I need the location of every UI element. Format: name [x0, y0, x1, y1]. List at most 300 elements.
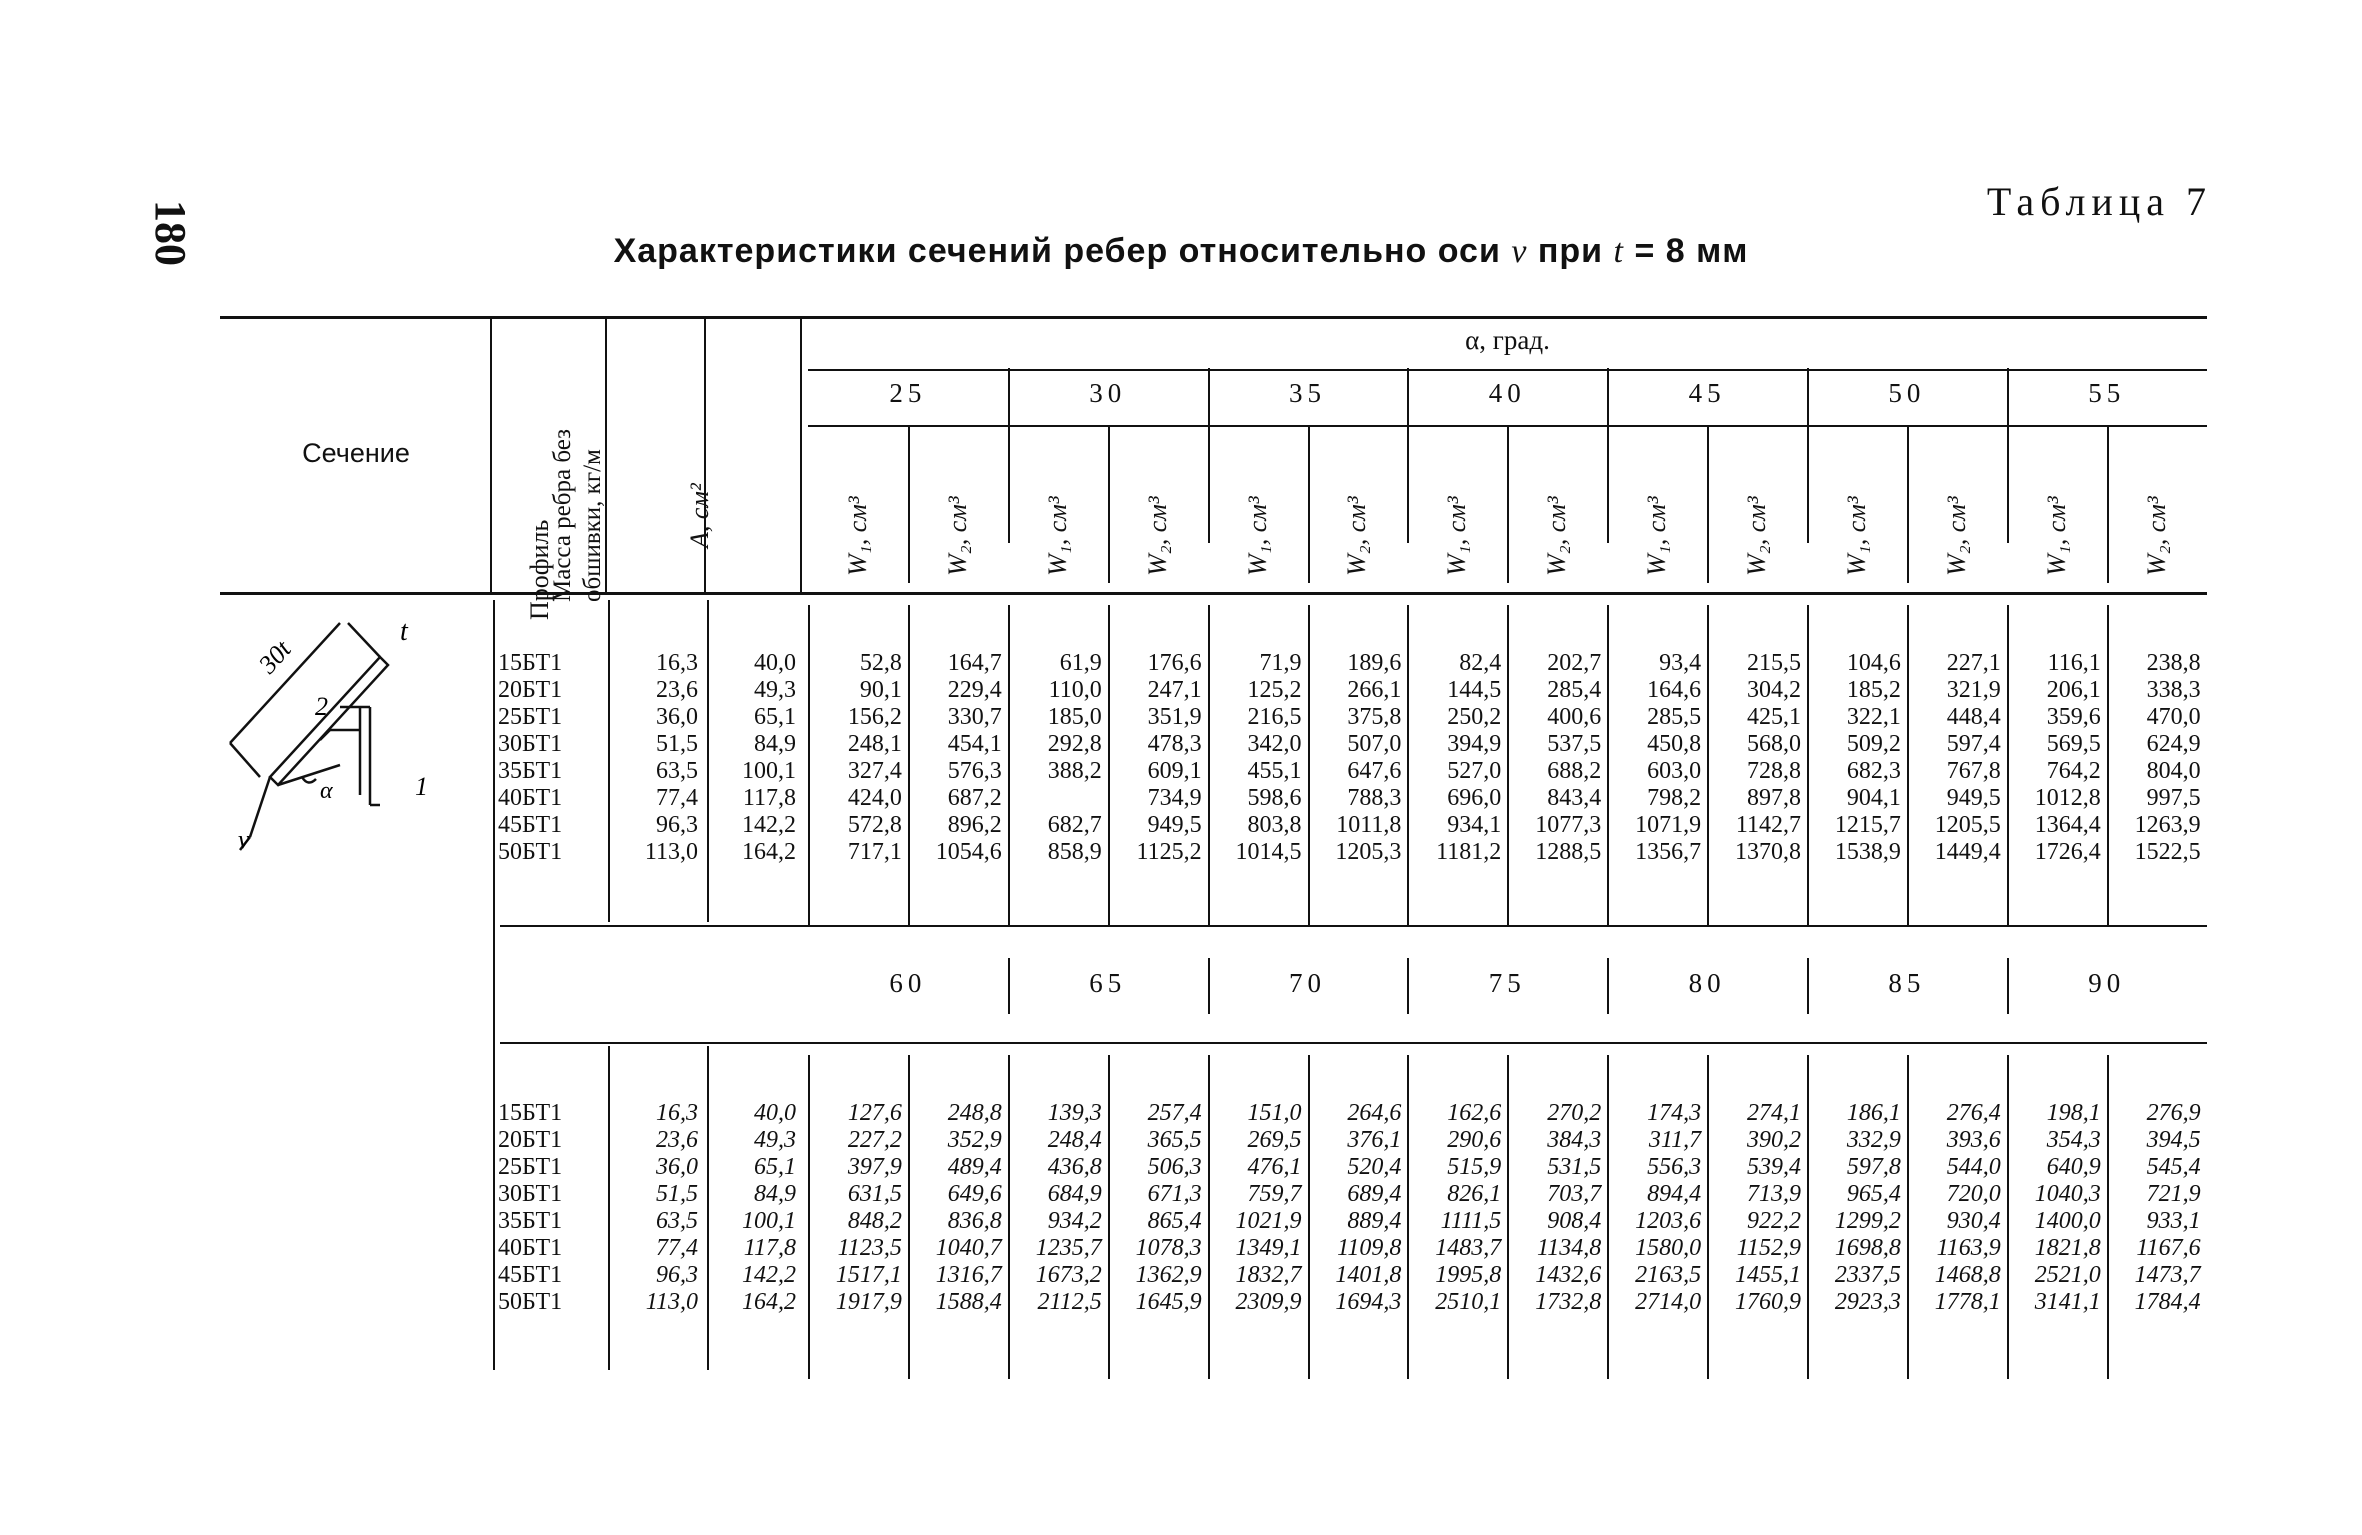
bottom-angle-divider — [2007, 958, 2009, 1014]
w1-cell: 206,1 — [2046, 677, 2101, 703]
bottom-w2-column-70 — [1308, 1100, 1402, 1316]
w2-cell: 1078,3 — [1135, 1235, 1202, 1261]
w1-cell: 2923,3 — [1834, 1289, 1901, 1315]
top-angle-divider — [2007, 368, 2009, 543]
w2-cell: 1778,1 — [1934, 1289, 2001, 1315]
mass-cell: 16,3 — [656, 1100, 698, 1126]
w1-cell: 556,3 — [1647, 1154, 1702, 1180]
w1-cell: 388,2 — [1047, 758, 1102, 784]
w1-cell: 1726,4 — [2034, 839, 2101, 865]
w2-cell: 1362,9 — [1135, 1262, 1202, 1288]
w2-cell: 688,2 — [1547, 758, 1602, 784]
w1-cell: 71,9 — [1259, 650, 1302, 676]
w2-cell: 238,8 — [2146, 650, 2201, 676]
w1-cell: 1400,0 — [2034, 1208, 2101, 1234]
w2-cell: 330,7 — [947, 704, 1002, 730]
w1-cell: 597,8 — [1846, 1154, 1901, 1180]
top-w1-column-35 — [1208, 650, 1302, 866]
top-body-sub-line — [1308, 605, 1310, 927]
profile-cell: 30БТ1 — [498, 1181, 563, 1207]
w1-cell: 717,1 — [847, 839, 902, 865]
w1-cell: 696,0 — [1447, 785, 1502, 811]
w1-cell: 2309,9 — [1235, 1289, 1302, 1315]
w1-cell: 569,5 — [2046, 731, 2101, 757]
w2-cell: 229,4 — [947, 677, 1002, 703]
header-bottom-rule — [220, 592, 2207, 595]
w1-cell: 1832,7 — [1235, 1262, 1302, 1288]
bottom-w1-column-70 — [1208, 1100, 1302, 1316]
vline-alpha — [800, 318, 802, 592]
vline-body-profile — [493, 600, 495, 1370]
w2-cell: 248,8 — [947, 1100, 1002, 1126]
caption-t-value: = 8 мм — [1634, 232, 1749, 270]
area-cell: 100,1 — [742, 1208, 796, 1234]
area-cell: 49,3 — [754, 1127, 796, 1153]
w2-cell: 721,9 — [2146, 1181, 2201, 1207]
w2-cell: 376,1 — [1347, 1127, 1402, 1153]
top-sub-divider — [2107, 426, 2109, 583]
w1-cell: 1181,2 — [1436, 839, 1502, 865]
profile-cell: 20БТ1 — [498, 677, 563, 703]
top-w2-column-40 — [1507, 650, 1601, 866]
area-cell: 142,2 — [742, 1262, 796, 1288]
mass-cell: 113,0 — [645, 1289, 698, 1315]
w1-cell: 61,9 — [1059, 650, 1102, 676]
top-sub-divider — [908, 426, 910, 583]
w2-cell: 1263,9 — [2134, 812, 2201, 838]
w2-cell: 247,1 — [1147, 677, 1202, 703]
top-body-sub-line — [1707, 605, 1709, 927]
mass-cell: 63,5 — [656, 1208, 698, 1234]
mass-cell: 16,3 — [656, 650, 698, 676]
w1-header: W₁, см³ — [1642, 496, 1672, 576]
w1-cell: 1917,9 — [835, 1289, 902, 1315]
w2-cell: 285,4 — [1547, 677, 1602, 703]
top-angle-divider — [1807, 368, 1809, 543]
w1-cell: 248,1 — [847, 731, 902, 757]
w2-cell: 922,2 — [1746, 1208, 1801, 1234]
w1-cell: 285,5 — [1647, 704, 1702, 730]
w1-cell: 2163,5 — [1635, 1262, 1702, 1288]
profile-cell: 30БТ1 — [498, 731, 563, 757]
w1-cell: 904,1 — [1846, 785, 1901, 811]
w1-cell: 894,4 — [1647, 1181, 1702, 1207]
w1-cell: 144,5 — [1447, 677, 1502, 703]
w2-cell: 257,4 — [1147, 1100, 1202, 1126]
mid-rule-1 — [500, 925, 2207, 927]
w2-cell: 489,4 — [947, 1154, 1002, 1180]
bottom-angle-80: 80 — [1688, 968, 1726, 998]
w2-cell: 276,4 — [1946, 1100, 2001, 1126]
w1-cell: 1349,1 — [1235, 1235, 1302, 1261]
w2-cell: 804,0 — [2146, 758, 2201, 784]
w2-cell: 624,9 — [2146, 731, 2201, 757]
w2-cell: 734,9 — [1147, 785, 1202, 811]
w2-cell: 865,4 — [1147, 1208, 1202, 1234]
top-angle-40: 40 — [1488, 378, 1526, 408]
w2-cell: 889,4 — [1347, 1208, 1402, 1234]
w2-cell: 649,6 — [947, 1181, 1002, 1207]
w1-cell: 125,2 — [1247, 677, 1302, 703]
area-cell: 84,9 — [754, 731, 796, 757]
w2-header: W₂, см³ — [2141, 496, 2171, 576]
top-sub-divider — [1308, 426, 1310, 583]
bottom-w1-column-65 — [1008, 1100, 1102, 1316]
mass-cell: 23,6 — [656, 677, 698, 703]
w1-cell: 848,2 — [847, 1208, 902, 1234]
w1-cell: 139,3 — [1047, 1100, 1102, 1126]
w2-cell: 507,0 — [1347, 731, 1402, 757]
w2-header: W₂, см³ — [1342, 496, 1372, 576]
bottom-angle-divider — [1607, 958, 1609, 1014]
w1-cell: 116,1 — [2047, 650, 2101, 676]
w1-cell: 798,2 — [1647, 785, 1702, 811]
w1-cell: 1538,9 — [1834, 839, 1901, 865]
w1-cell: 216,5 — [1247, 704, 1302, 730]
w1-cell: 1517,1 — [835, 1262, 902, 1288]
w1-cell: 682,3 — [1846, 758, 1901, 784]
alpha-rule — [808, 369, 2207, 371]
w2-cell: 1473,7 — [2134, 1262, 2201, 1288]
w2-cell: 647,6 — [1347, 758, 1402, 784]
rib-section-figure — [220, 605, 450, 855]
w2-cell: 266,1 — [1347, 677, 1402, 703]
w1-cell: 764,2 — [2046, 758, 2101, 784]
w2-cell: 689,4 — [1347, 1181, 1402, 1207]
bottom-angle-65: 65 — [1089, 968, 1127, 998]
w1-header: W₁, см³ — [1442, 496, 1472, 576]
w2-cell: 576,3 — [947, 758, 1002, 784]
dim-ext-2 — [348, 623, 380, 657]
bottom-w2-column-85 — [1907, 1100, 2001, 1316]
w2-cell: 597,4 — [1946, 731, 2001, 757]
w2-cell: 949,5 — [1946, 785, 2001, 811]
w2-cell: 264,6 — [1347, 1100, 1402, 1126]
w2-cell: 478,3 — [1147, 731, 1202, 757]
mid-rule-2 — [500, 1042, 2207, 1044]
bottom-body-group-line — [1208, 1055, 1210, 1379]
w1-cell: 2510,1 — [1435, 1289, 1502, 1315]
bottom-w1-column-80 — [1607, 1100, 1701, 1316]
w1-cell: 965,4 — [1846, 1181, 1901, 1207]
w1-cell: 1995,8 — [1435, 1262, 1502, 1288]
w2-cell: 896,2 — [947, 812, 1002, 838]
mass-header: Масса ребра без обшивки, кг/м — [549, 429, 606, 602]
w1-cell: 450,8 — [1647, 731, 1702, 757]
w2-cell: 949,5 — [1147, 812, 1202, 838]
caption-text: Характеристики сечений ребер относительно оси — [613, 232, 1501, 270]
bottom-body-group-line — [1607, 1055, 1609, 1379]
bottom-body-sub-line — [1507, 1055, 1509, 1379]
w2-cell: 767,8 — [1946, 758, 2001, 784]
mass-cell: 36,0 — [656, 1154, 698, 1180]
w2-cell: 568,0 — [1746, 731, 1801, 757]
w2-cell: 1109,8 — [1337, 1235, 1402, 1261]
area-header: A, см² — [685, 483, 714, 548]
w2-cell: 425,1 — [1746, 704, 1801, 730]
w2-cell: 375,8 — [1347, 704, 1402, 730]
w2-cell: 720,0 — [1946, 1181, 2001, 1207]
w1-cell: 1111,5 — [1440, 1208, 1502, 1234]
top-body-group-line — [1008, 605, 1010, 927]
w1-cell: 858,9 — [1047, 839, 1102, 865]
w2-cell: 1732,8 — [1535, 1289, 1602, 1315]
profile-cell: 50БТ1 — [498, 1289, 563, 1315]
dim-line-30t — [230, 623, 340, 743]
label-alpha: α — [320, 778, 333, 804]
w1-cell: 1364,4 — [2034, 812, 2101, 838]
w2-cell: 384,3 — [1547, 1127, 1602, 1153]
w2-cell: 897,8 — [1746, 785, 1801, 811]
w2-cell: 1142,7 — [1735, 812, 1801, 838]
w2-cell: 270,2 — [1547, 1100, 1602, 1126]
area-cell: 65,1 — [754, 1154, 796, 1180]
bottom-angle-90: 90 — [2088, 968, 2126, 998]
w1-cell: 156,2 — [847, 704, 902, 730]
w2-cell: 338,3 — [2146, 677, 2201, 703]
profile-cell: 15БТ1 — [498, 650, 563, 676]
bottom-angle-75: 75 — [1488, 968, 1526, 998]
w1-cell: 1215,7 — [1834, 812, 1901, 838]
w1-cell: 248,4 — [1047, 1127, 1102, 1153]
bottom-body-group-line — [1407, 1055, 1409, 1379]
w2-cell: 687,2 — [947, 785, 1002, 811]
bottom-angle-divider — [1807, 958, 1809, 1014]
w1-cell: 509,2 — [1846, 731, 1901, 757]
bottom-w1-column-90 — [2007, 1100, 2101, 1316]
w1-cell: 164,6 — [1647, 677, 1702, 703]
page-number: 180 — [146, 200, 195, 266]
w2-cell: 202,7 — [1547, 650, 1602, 676]
w1-cell: 162,6 — [1447, 1100, 1502, 1126]
w2-cell: 227,1 — [1946, 650, 2001, 676]
w1-cell: 110,0 — [1048, 677, 1102, 703]
mass-cell: 113,0 — [644, 839, 698, 865]
w1-cell: 2337,5 — [1834, 1262, 1901, 1288]
w2-cell: 304,2 — [1746, 677, 1801, 703]
w1-cell — [1008, 785, 1102, 812]
label-30t: 30t — [252, 634, 297, 680]
w2-cell: 189,6 — [1347, 650, 1402, 676]
top-sub-divider — [1108, 426, 1110, 583]
bottom-body-group-line — [1807, 1055, 1809, 1379]
w2-cell: 997,5 — [2146, 785, 2201, 811]
bottom-body-sub-line — [1707, 1055, 1709, 1379]
top-w2-column-25 — [908, 650, 1002, 866]
w1-cell: 82,4 — [1459, 650, 1502, 676]
bottom-body-sub-line — [2107, 1055, 2109, 1379]
w1-cell: 803,8 — [1247, 812, 1302, 838]
w2-cell: 454,1 — [947, 731, 1002, 757]
mass-cell: 63,5 — [656, 758, 698, 784]
w2-cell: 1077,3 — [1535, 812, 1602, 838]
top-w1-column-55 — [2007, 650, 2101, 866]
mass-cell: 51,5 — [656, 731, 698, 757]
top-body-sub-line — [1507, 605, 1509, 927]
mass-cell: 51,5 — [656, 1181, 698, 1207]
area-cell: 40,0 — [754, 1100, 796, 1126]
top-w2-column-50 — [1907, 650, 2001, 866]
w2-cell: 545,4 — [2146, 1154, 2201, 1180]
mass-cell: 77,4 — [656, 785, 698, 811]
bottom-angle-divider — [1008, 958, 1010, 1014]
label-2: 2 — [315, 692, 328, 721]
profile-cell: 50БТ1 — [498, 839, 563, 865]
w2-cell: 836,8 — [947, 1208, 1002, 1234]
w2-cell: 1288,5 — [1535, 839, 1602, 865]
w2-cell: 1455,1 — [1734, 1262, 1801, 1288]
top-body-group-line — [808, 605, 810, 927]
top-w1-column-40 — [1407, 650, 1501, 866]
w1-cell: 759,7 — [1247, 1181, 1302, 1207]
top-body-group-line — [1607, 605, 1609, 927]
w2-cell: 537,5 — [1547, 731, 1602, 757]
alpha-header: α, град. — [1465, 325, 1550, 355]
area-cell: 117,8 — [743, 1235, 796, 1261]
w1-cell: 90,1 — [859, 677, 902, 703]
w2-cell: 1134,8 — [1536, 1235, 1602, 1261]
w1-cell: 1021,9 — [1235, 1208, 1302, 1234]
w2-cell: 531,5 — [1547, 1154, 1602, 1180]
mass-cell: 23,6 — [656, 1127, 698, 1153]
table-top-rule — [220, 316, 2207, 319]
w1-cell: 397,9 — [847, 1154, 902, 1180]
w1-cell: 269,5 — [1247, 1127, 1302, 1153]
bottom-w1-column-60 — [808, 1100, 902, 1316]
w1-cell: 198,1 — [2046, 1100, 2101, 1126]
w1-cell: 3141,1 — [2034, 1289, 2101, 1315]
w2-cell: 671,3 — [1147, 1181, 1202, 1207]
w1-cell: 354,3 — [2046, 1127, 2101, 1153]
w1-cell: 2112,5 — [1037, 1289, 1102, 1315]
area-cell: 84,9 — [754, 1181, 796, 1207]
w2-cell: 1205,3 — [1335, 839, 1402, 865]
w1-cell: 185,0 — [1047, 704, 1102, 730]
w2-cell: 713,9 — [1746, 1181, 1801, 1207]
w2-cell: 1167,6 — [2136, 1235, 2201, 1261]
w2-cell: 1760,9 — [1734, 1289, 1801, 1315]
area-cell: 142,2 — [742, 812, 796, 838]
top-angle-divider — [1407, 368, 1409, 543]
profile-cell: 40БТ1 — [498, 785, 563, 811]
w1-cell: 2714,0 — [1635, 1289, 1702, 1315]
bottom-w2-column-90 — [2107, 1100, 2201, 1316]
profile-cell: 15БТ1 — [498, 1100, 563, 1126]
w2-cell: 352,9 — [947, 1127, 1002, 1153]
w2-header: W₂, см³ — [1542, 496, 1572, 576]
profile-cell: 40БТ1 — [498, 1235, 563, 1261]
w1-header: W₁, см³ — [2041, 496, 2071, 576]
w2-cell: 1432,6 — [1535, 1262, 1602, 1288]
bottom-w2-column-80 — [1707, 1100, 1801, 1316]
w1-cell: 1235,7 — [1035, 1235, 1102, 1261]
bottom-angle-divider — [1407, 958, 1409, 1014]
top-angle-divider — [1607, 368, 1609, 543]
w2-cell: 843,4 — [1547, 785, 1602, 811]
w2-cell: 544,0 — [1946, 1154, 2001, 1180]
w1-header: W₁, см³ — [1242, 496, 1272, 576]
bottom-body-group-line — [808, 1055, 810, 1379]
w2-cell: 1040,7 — [935, 1235, 1002, 1261]
bottom-angle-70: 70 — [1288, 968, 1326, 998]
w1-cell: 1698,8 — [1834, 1235, 1901, 1261]
w2-cell: 933,1 — [2146, 1208, 2201, 1234]
top-w1-column-45 — [1607, 650, 1701, 866]
profile-cell: 45БТ1 — [498, 1262, 563, 1288]
top-body-sub-line — [1108, 605, 1110, 927]
w2-cell: 788,3 — [1347, 785, 1402, 811]
bottom-body-sub-line — [1108, 1055, 1110, 1379]
mass-cell: 96,3 — [656, 1262, 698, 1288]
top-w1-column-50 — [1807, 650, 1901, 866]
bottom-w2-column-75 — [1507, 1100, 1601, 1316]
w2-cell: 1588,4 — [935, 1289, 1002, 1315]
w2-cell: 728,8 — [1746, 758, 1801, 784]
w1-cell: 1040,3 — [2034, 1181, 2101, 1207]
bottom-profile-column — [498, 1100, 606, 1316]
w1-cell: 332,9 — [1846, 1127, 1901, 1153]
mass-cell: 36,0 — [656, 704, 698, 730]
w2-cell: 1522,5 — [2134, 839, 2201, 865]
w1-cell: 342,0 — [1247, 731, 1302, 757]
top-w1-column-30 — [1008, 650, 1102, 866]
top-area-column — [708, 650, 796, 866]
w1-cell: 1356,7 — [1635, 839, 1702, 865]
w1-header: W₁, см³ — [1841, 496, 1871, 576]
w1-cell: 292,8 — [1047, 731, 1102, 757]
label-t: t — [400, 616, 408, 647]
w2-cell: 1316,7 — [935, 1262, 1002, 1288]
w2-cell: 1054,6 — [935, 839, 1002, 865]
top-angle-25: 25 — [889, 378, 927, 408]
axis-v-line — [250, 777, 270, 837]
w1-cell: 1580,0 — [1635, 1235, 1702, 1261]
flange-end — [320, 730, 330, 740]
w2-cell: 506,3 — [1147, 1154, 1202, 1180]
w2-cell: 1694,3 — [1335, 1289, 1402, 1315]
profile-cell: 20БТ1 — [498, 1127, 563, 1153]
w2-cell: 393,6 — [1946, 1127, 2001, 1153]
area-cell: 49,3 — [754, 677, 796, 703]
top-body-group-line — [2007, 605, 2009, 927]
w1-cell: 359,6 — [2046, 704, 2101, 730]
bottom-mass-column — [610, 1100, 698, 1316]
w2-cell: 1011,8 — [1336, 812, 1402, 838]
w1-cell: 684,9 — [1047, 1181, 1102, 1207]
area-cell: 100,1 — [742, 758, 796, 784]
top-body-sub-line — [2107, 605, 2109, 927]
top-angle-divider — [1208, 368, 1210, 543]
w1-cell: 394,9 — [1447, 731, 1502, 757]
top-angle-50: 50 — [1888, 378, 1926, 408]
profile-cell: 35БТ1 — [498, 758, 563, 784]
w1-cell: 1014,5 — [1235, 839, 1302, 865]
mass-cell: 77,4 — [656, 1235, 698, 1261]
w1-cell: 572,8 — [847, 812, 902, 838]
w2-cell: 1645,9 — [1135, 1289, 1202, 1315]
w2-cell: 930,4 — [1946, 1208, 2001, 1234]
w2-cell: 215,5 — [1746, 650, 1801, 676]
bottom-angle-60: 60 — [889, 968, 927, 998]
w1-header: W₁, см³ — [1042, 496, 1072, 576]
w2-header: W₂, см³ — [1142, 496, 1172, 576]
w2-cell: 351,9 — [1147, 704, 1202, 730]
w2-cell: 365,5 — [1147, 1127, 1202, 1153]
w1-cell: 1123,5 — [837, 1235, 902, 1261]
w1-cell: 1821,8 — [2034, 1235, 2101, 1261]
w1-cell: 151,0 — [1247, 1100, 1302, 1126]
w2-cell: 394,5 — [2146, 1127, 2201, 1153]
